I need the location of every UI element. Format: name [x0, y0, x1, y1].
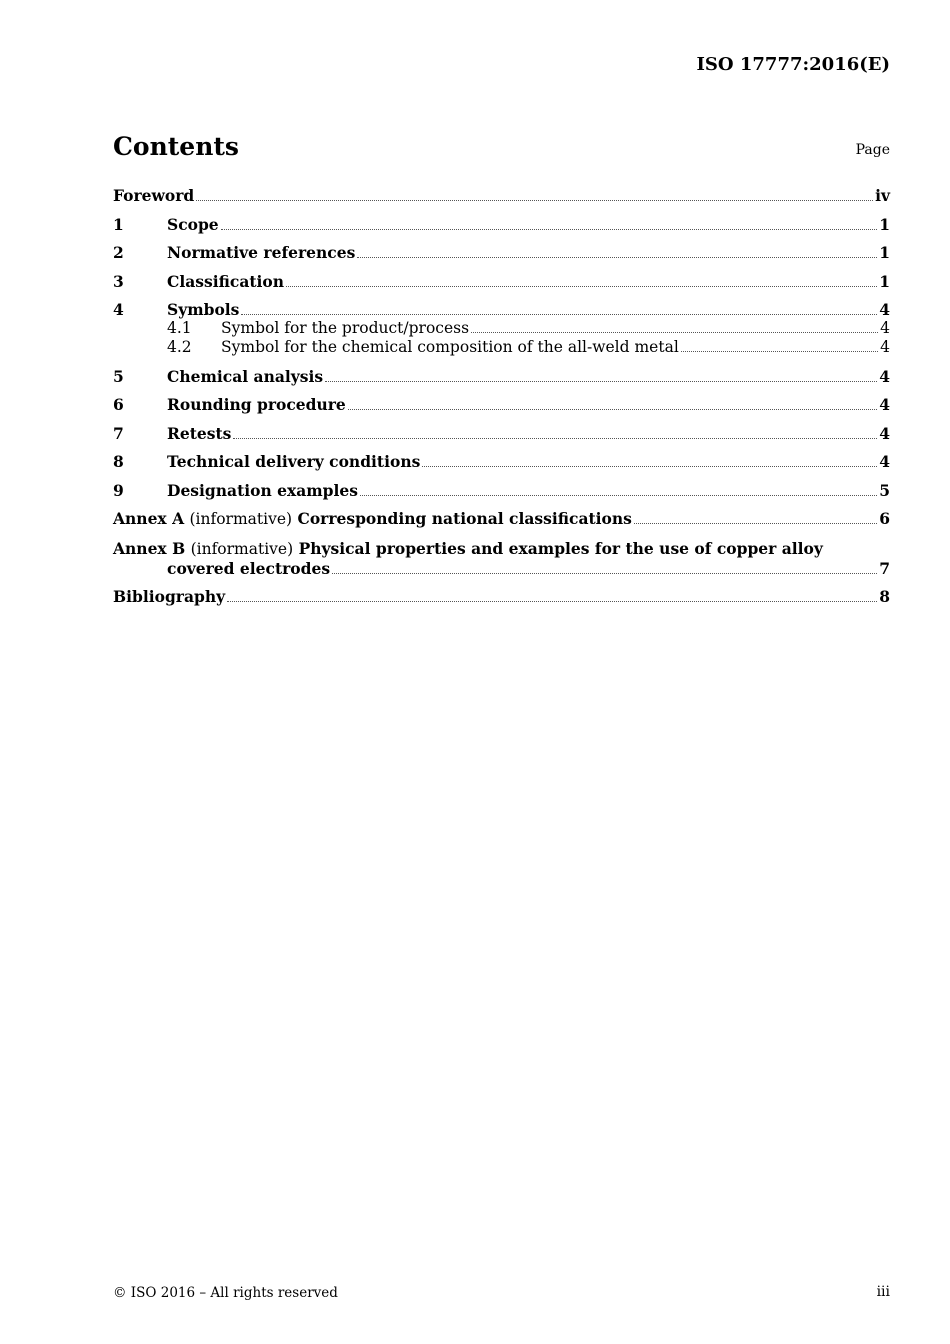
- leader-dots: [221, 228, 878, 230]
- toc-page: 8: [879, 587, 890, 606]
- toc-number: 2: [113, 243, 124, 262]
- leader-dots: [357, 256, 877, 258]
- toc-number: 9: [113, 480, 124, 500]
- toc-title: Chemical analysis: [167, 366, 324, 386]
- toc-entry-normative-references[interactable]: [113, 243, 890, 262]
- toc-title: Normative references: [167, 243, 356, 262]
- leader-dots: [348, 408, 877, 410]
- toc-title: Foreword: [113, 186, 195, 205]
- annex-b-line2: [113, 559, 890, 578]
- toc-entry-technical-delivery-conditions[interactable]: [113, 452, 890, 471]
- toc-entry-designation-examples[interactable]: [113, 481, 890, 500]
- toc-page: 7: [879, 558, 890, 578]
- toc-page: 5: [879, 480, 890, 500]
- toc-number: 6: [113, 395, 124, 414]
- annex-informative: (informative): [189, 510, 293, 528]
- contents-title: Contents: [113, 132, 240, 161]
- page-number: iii: [876, 1284, 890, 1300]
- toc-number: 3: [113, 271, 124, 291]
- toc-title: Classification: [167, 271, 285, 291]
- annex-label: Annex A: [113, 509, 185, 528]
- toc-entry-symbol-product-process[interactable]: [113, 319, 890, 338]
- copyright-notice: © ISO 2016 – All rights reserved: [113, 1285, 338, 1301]
- leader-dots: [196, 199, 873, 201]
- toc-entry-retests[interactable]: [113, 424, 890, 443]
- toc-page: 1: [879, 243, 890, 262]
- leader-dots: [241, 313, 877, 315]
- toc-entry-rounding-procedure[interactable]: [113, 395, 890, 414]
- table-of-contents: [113, 184, 890, 606]
- annex-title-continued: covered electrodes: [167, 558, 331, 578]
- leader-dots: [471, 331, 878, 333]
- toc-page: 4: [879, 423, 890, 443]
- toc-entry-foreword[interactable]: [113, 186, 890, 205]
- toc-page: 4: [879, 452, 890, 471]
- toc-title: [113, 509, 632, 529]
- leader-dots: [360, 494, 877, 496]
- toc-title: Symbol for the chemical composition of the all-weld metal: [221, 338, 679, 356]
- toc-page: 4: [879, 366, 890, 386]
- toc-entry-annex-a[interactable]: [113, 509, 890, 529]
- toc-entry-annex-b[interactable]: [113, 539, 890, 578]
- toc-page: 6: [879, 509, 890, 528]
- toc-entry-bibliography[interactable]: [113, 587, 890, 606]
- toc-page: 1: [879, 271, 890, 291]
- toc-number: 5: [113, 366, 124, 386]
- toc-page: 1: [879, 214, 890, 234]
- toc-number: 4.1: [167, 319, 192, 337]
- toc-entry-symbols[interactable]: [113, 300, 890, 319]
- leader-dots: [422, 465, 877, 467]
- toc-title: Retests: [167, 423, 232, 443]
- toc-number: 1: [113, 214, 124, 234]
- toc-number: 4.2: [167, 338, 192, 356]
- toc-entry-scope[interactable]: [113, 215, 890, 234]
- leader-dots: [286, 285, 877, 287]
- leader-dots: [325, 380, 877, 382]
- leader-dots: [634, 522, 877, 524]
- toc-title: Symbols: [167, 300, 240, 319]
- toc-page: 4: [880, 319, 890, 337]
- toc-page: 4: [879, 395, 890, 414]
- leader-dots: [681, 350, 878, 352]
- toc-page: iv: [875, 186, 890, 205]
- annex-label: Annex B: [113, 538, 186, 558]
- document-id: ISO 17777:2016(E): [696, 54, 890, 75]
- toc-number: 8: [113, 452, 124, 471]
- toc-entry-classification[interactable]: [113, 272, 890, 291]
- contents-heading: [113, 132, 890, 162]
- leader-dots: [233, 437, 877, 439]
- toc-title: Technical delivery conditions: [167, 452, 421, 471]
- toc-title: Scope: [167, 214, 219, 234]
- annex-title: Physical properties and examples for the use of copper alloy: [298, 538, 823, 558]
- annex-informative: (informative): [190, 539, 294, 558]
- toc-title: Symbol for the product/process: [221, 319, 470, 337]
- toc-title: Bibliography: [113, 587, 226, 606]
- toc-number: 7: [113, 423, 124, 443]
- annex-title: Corresponding national classifications: [297, 509, 632, 528]
- toc-title: Designation examples: [167, 480, 358, 500]
- toc-entry-symbol-chemical-composition[interactable]: [113, 338, 890, 357]
- toc-page: 4: [880, 338, 890, 356]
- toc-entry-chemical-analysis[interactable]: [113, 367, 890, 386]
- toc-title: Rounding procedure: [167, 395, 346, 414]
- toc-number: 4: [113, 300, 124, 319]
- toc-page: 4: [879, 300, 890, 319]
- leader-dots: [227, 600, 877, 602]
- annex-b-line1: [113, 539, 890, 559]
- page-column-label: Page: [855, 142, 890, 158]
- leader-dots: [332, 572, 877, 574]
